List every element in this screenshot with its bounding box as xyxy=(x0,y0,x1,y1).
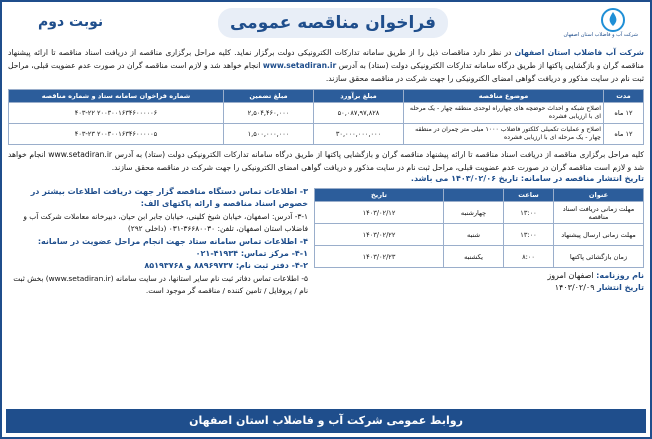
table-header xyxy=(315,189,644,202)
cell-duration: ۱۲ ماه xyxy=(604,103,644,124)
col-tender-number: شماره فراخوان سامانه ستاد و شماره مناقصه xyxy=(9,90,224,103)
contact-heading-3: ۳- اطلاعات تماس دستگاه مناقصه گزار جهت دریافت اطلاعات بیشتر در خصوص اسناد مناقصه و ارائه پاکتهای الف: xyxy=(30,187,308,209)
schedule-table xyxy=(314,188,644,268)
round-label: نوبت دوم xyxy=(38,14,104,30)
contact-line-4-2: ۴-۲- دفتر ثبت نام: ۸۸۹۶۹۷۳۷ و ۸۵۱۹۳۷۶۸ xyxy=(144,261,308,271)
col-duration: مدت xyxy=(604,90,644,103)
company-name: شرکت آب فاضلاب استان اصفهان xyxy=(514,48,644,57)
contacts-column xyxy=(8,186,308,298)
table-row xyxy=(9,103,644,124)
publish-date-label: تاریخ انتشار xyxy=(597,283,644,292)
cell-date: ۱۴۰۳/۰۲/۲۳ xyxy=(315,246,444,268)
cell-title: مهلت زمانی ارسال پیشنهاد xyxy=(554,224,644,246)
header xyxy=(8,6,644,46)
newspaper-label: نام روزنامه: xyxy=(596,271,644,280)
col-day xyxy=(444,189,504,202)
table-row xyxy=(9,124,644,145)
col-title: عنوان xyxy=(554,189,644,202)
cell-subject: اصلاح و عملیات تکمیلی کلکتور فاضلاب ۱۰۰۰ میلی متر چمران در منطقه چهار - یک مرحله ای با ارزیابی فشرده xyxy=(404,124,604,145)
publish-date-value: ۱۴۰۳/۰۲/۰۹ xyxy=(554,283,595,292)
footer-banner: روابط عمومی شرکت آب و فاضلاب استان اصفهان xyxy=(6,409,646,433)
contact-heading-5: ۵- اطلاعات تماس دفاتر ثبت نام سایر استانها، در سایت سامانه (www.setadiran.ir) بخش ثبت نام / پروفایل / تامین کننده / مناقصه گر موجود است. xyxy=(13,273,308,296)
schedule-column xyxy=(308,186,644,298)
col-guarantee: مبلغ تضمین xyxy=(224,90,314,103)
cell-time: ۱۳:۰۰ xyxy=(504,224,554,246)
cell-time: ۱۳:۰۰ xyxy=(504,202,554,224)
newspaper-line xyxy=(314,271,644,280)
table-row xyxy=(315,202,644,224)
publish-line xyxy=(314,283,644,292)
cell-tender-number: ۲۰۰۳۰۰۱۶۳۴۶۰۰۰۰۰۶ ۴۰۳-۲۲ xyxy=(9,103,224,124)
newspaper-value: اصفهان امروز xyxy=(547,271,594,280)
cell-guarantee: ۲,۵۰۴,۴۶۰,۰۰۰ xyxy=(224,103,314,124)
contact-line-4-1: ۴-۱- مرکز تماس: ۴۱۹۳۴-۰۲۱ xyxy=(195,249,308,259)
table-row xyxy=(315,224,644,246)
cell-estimate: ۵۰,۰۸۷,۹۷,۸۲۸ xyxy=(314,103,404,124)
intro-text: در نظر دارد مناقصات ذیل را از طریق سامانه تدارکات الکترونیکی دولت برگزار نماید. کلیه مراحل برگزاری مناقصه از دریافت اسناد مناقصه تا ارائه پیشنهاد مناقصه گران و بازگشایی پاکتها از طریق درگاه سامانه تدارکات الکترونیکی دولت (ستاد) به آدرس xyxy=(8,48,644,70)
cell-subject: اصلاح شبکه و احداث حوضچه های چهارراه لوحدی منطقه چهار - یک مرحله ای با ارزیابی فشرده xyxy=(404,103,604,124)
cell-day: یکشنبه xyxy=(444,246,504,268)
setad-url[interactable]: www.setadiran.ir xyxy=(262,61,337,70)
cell-date: ۱۴۰۳/۰۲/۲۲ xyxy=(315,224,444,246)
contact-line-3-1: ۳-۱- آدرس: اصفهان، خیابان شیخ کلینی، خیابان جابر ابن حیان، دبیرخانه معاملات شرکت آب و فاضلاب استان اصفهان، تلفن: ۳۶۶۸۰۰۳۰-۰۳۱ (داخلی ۲۹۲) xyxy=(23,211,308,234)
cell-date: ۱۴۰۳/۰۲/۱۲ xyxy=(315,202,444,224)
col-estimate: مبلغ برآورد xyxy=(314,90,404,103)
intro-paragraph xyxy=(8,46,644,85)
col-date: تاریخ xyxy=(315,189,444,202)
cell-title: مهلت زمانی دریافت اسناد مناقصه xyxy=(554,202,644,224)
company-logo xyxy=(563,8,638,38)
cell-tender-number: ۲۰۰۳۰۰۱۶۳۴۶۰۰۰۰۰۵ ۴۰۳-۲۳ xyxy=(9,124,224,145)
logo-text: شرکت آب و فاضلاب استان اصفهان xyxy=(563,32,638,38)
table-row xyxy=(315,246,644,268)
cell-title: زمان بازگشائی پاکتها xyxy=(554,246,644,268)
cell-day: چهارشنبه xyxy=(444,202,504,224)
cell-guarantee: ۱,۵۰۰,۰۰۰,۰۰۰ xyxy=(224,124,314,145)
col-time: ساعت xyxy=(504,189,554,202)
cell-duration: ۱۲ ماه xyxy=(604,124,644,145)
water-drop-icon xyxy=(598,8,628,32)
col-subject: موضوع مناقصه xyxy=(404,90,604,103)
contact-heading-4: ۴- اطلاعات تماس سامانه ستاد جهت انجام مراحل عضویت در سامانه: xyxy=(37,236,308,246)
tender-table xyxy=(8,89,644,145)
cell-day: شنبه xyxy=(444,224,504,246)
publish-date-line: تاریخ انتشار مناقصه در سامانه: تاریخ ۱۴۰۳/۰۲/۰۶ می باشد. xyxy=(410,174,644,183)
cell-estimate: ۳۰,۰۰۰,۰۰۰,۰۰۰ xyxy=(314,124,404,145)
procedure-paragraph: کلیه مراحل برگزاری مناقصه از دریافت اسناد مناقصه تا ارائه پیشنهاد مناقصه گران و بازگشایی پاکتها از طریق درگاه سامانه تدارکات الکترونیکی دولت (ستاد) به آدرس www.setadiran.ir انجام خواهد شد و لازم است مناقصه گران در صورت عدم عضویت قبلی، مراحل ثبت نام در سایت مذکور و دریافت گواهی امضای الکترونیکی را جهت شرکت در مناقصه محقق سازند. xyxy=(8,150,644,172)
bottom-section xyxy=(8,186,644,298)
table-header xyxy=(9,90,644,103)
intro-text-2: انجام خواهد شد و لازم است مناقصه گران در صورت عدم عضویت قبلی، مراحل ثبت نام در سایت مذکور و دریافت گواهی امضای الکترونیکی را جهت شرکت در مناقصه محقق سازند. xyxy=(8,61,644,83)
page-title: فراخوان مناقصه عمومی xyxy=(218,8,448,38)
cell-time: ۸:۰۰ xyxy=(504,246,554,268)
